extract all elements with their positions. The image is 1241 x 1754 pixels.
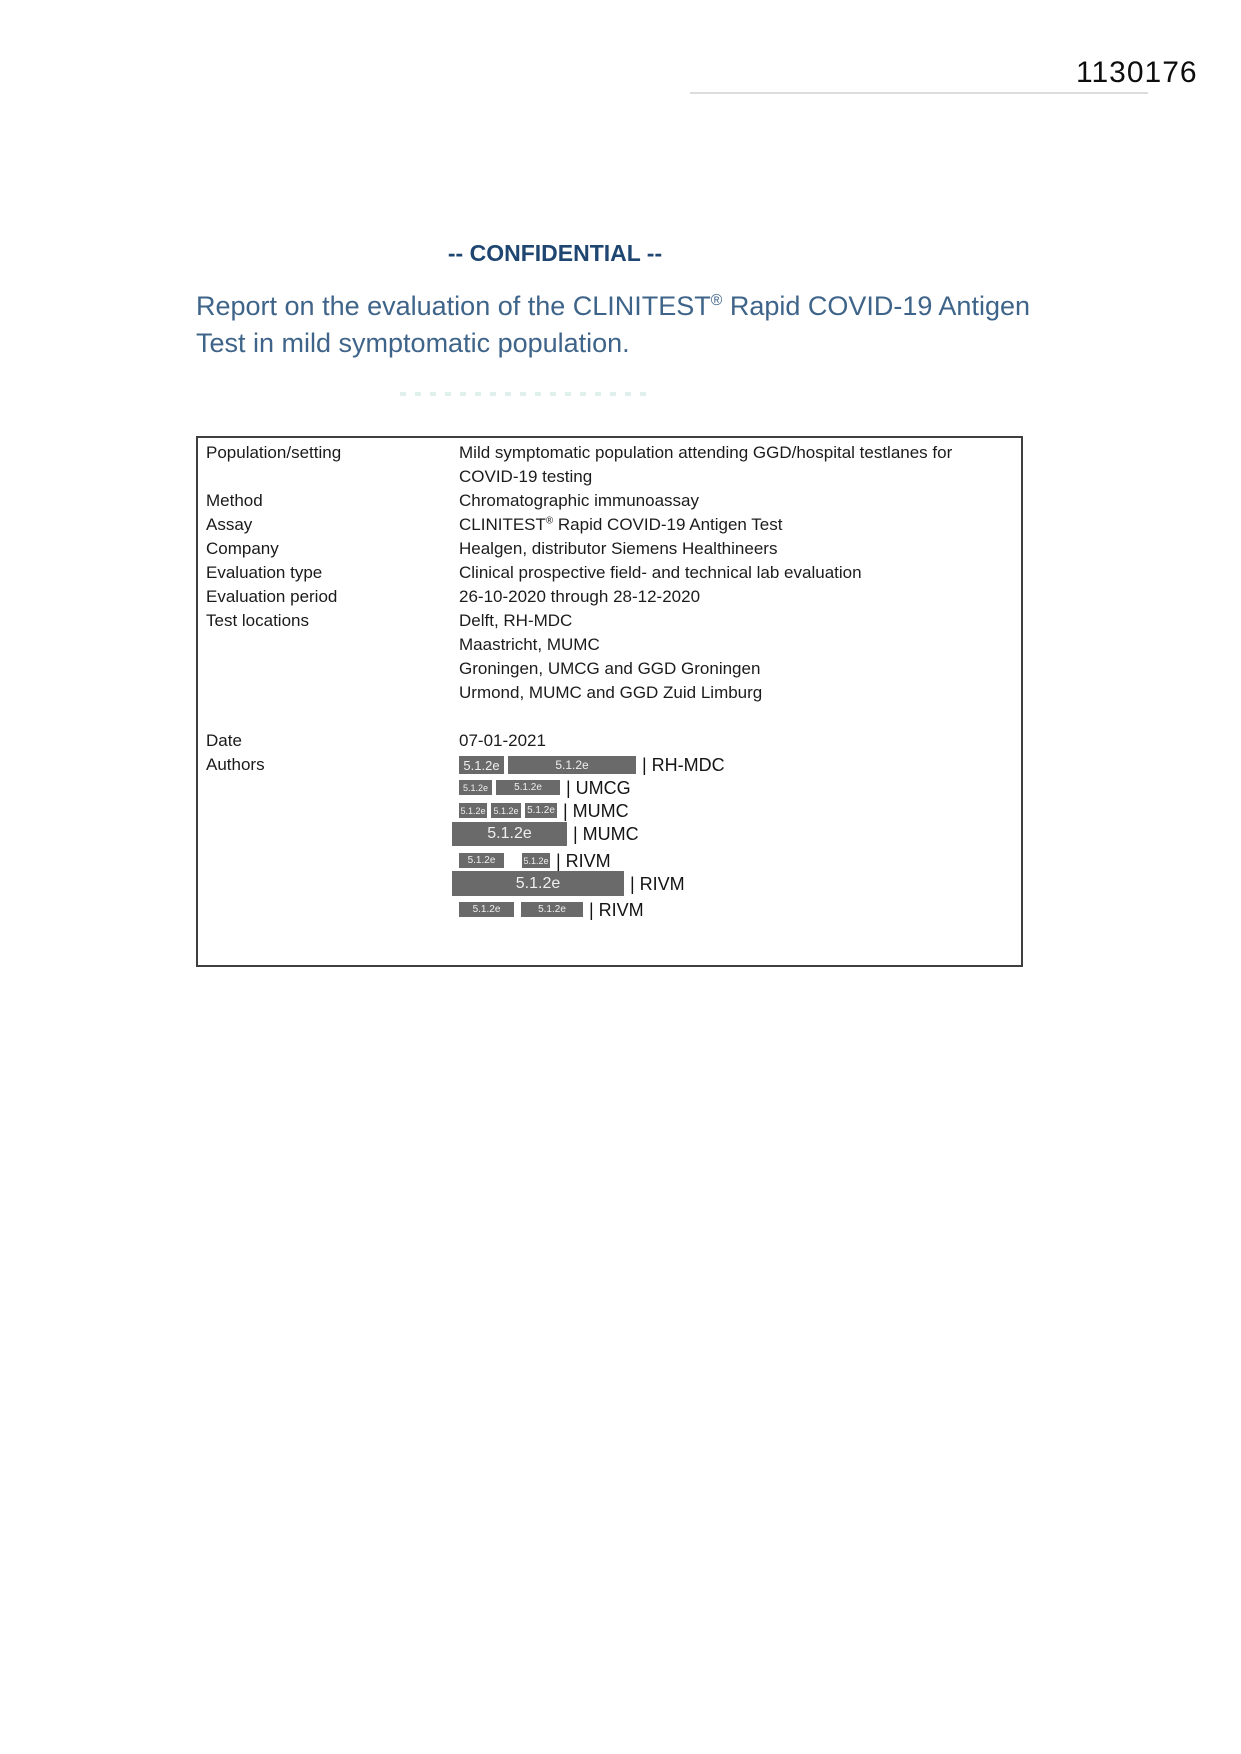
field-value xyxy=(459,513,1013,537)
author-affiliation: | RIVM xyxy=(589,899,644,920)
field-label: Test locations xyxy=(206,611,309,630)
confidential-banner: -- CONFIDENTIAL -- xyxy=(447,240,663,266)
field-value-line: 26-10-2020 through 28-12-2020 xyxy=(459,587,701,606)
field-label: Method xyxy=(206,491,263,510)
field-value-line: 07-01-2021 xyxy=(459,731,546,750)
field-label: Evaluation type xyxy=(206,563,323,582)
authors-value xyxy=(459,753,1013,920)
scan-artifact-speckles xyxy=(400,392,650,396)
title-line: Report on the evaluation of the CLINITEST® Rapid COVID-19 Antigen xyxy=(196,291,1030,321)
field-value-line: Chromatographic immunoassay xyxy=(459,491,699,510)
field-label: Company xyxy=(206,539,279,558)
field-value-line: Clinical prospective field- and technical lab evaluation xyxy=(459,563,862,582)
table-row xyxy=(206,513,1013,537)
redaction-box: 5.1.2e xyxy=(522,853,550,868)
author-row xyxy=(452,871,1013,896)
redaction-box: 5.1.2e xyxy=(496,780,560,795)
author-affiliation: | RH-MDC xyxy=(642,755,725,775)
field-value xyxy=(459,489,1013,513)
redaction-box: 5.1.2e xyxy=(459,780,492,795)
table-row xyxy=(206,609,1013,705)
summary-table xyxy=(196,436,1023,967)
table-row xyxy=(206,441,1013,489)
table-row xyxy=(206,489,1013,513)
redaction-box: 5.1.2e xyxy=(491,803,521,818)
redaction-box: 5.1.2e xyxy=(452,871,624,896)
redaction-box: 5.1.2e xyxy=(459,803,487,818)
author-affiliation: | RIVM xyxy=(630,873,685,894)
field-value-line: CLINITEST® Rapid COVID-19 Antigen Test xyxy=(459,515,783,534)
table-row xyxy=(206,729,1013,753)
redaction-box: 5.1.2e xyxy=(521,902,583,917)
field-label: Date xyxy=(206,731,242,750)
title-line: Test in mild symptomatic population. xyxy=(196,328,630,358)
field-value xyxy=(459,729,1013,753)
report-title xyxy=(196,288,1030,362)
table-row xyxy=(206,561,1013,585)
redaction-box: 5.1.2e xyxy=(525,803,557,818)
field-value xyxy=(459,609,1013,705)
field-value xyxy=(459,537,1013,561)
redaction-box: 5.1.2e xyxy=(452,822,567,846)
field-value-line: Delft, RH-MDC xyxy=(459,611,573,630)
page-number: 1130176 xyxy=(1076,56,1198,89)
summary-table-rows xyxy=(206,441,1013,753)
field-label: Assay xyxy=(206,515,253,534)
author-row xyxy=(459,850,1013,871)
field-label: Evaluation period xyxy=(206,587,338,606)
author-affiliation: | MUMC xyxy=(573,824,639,844)
author-row xyxy=(452,822,1013,846)
redaction-box: 5.1.2e xyxy=(459,853,504,868)
field-value xyxy=(459,561,1013,585)
table-row xyxy=(206,537,1013,561)
field-value xyxy=(459,585,1013,609)
author-row xyxy=(459,756,1013,774)
field-value-line: Maastricht, MUMC xyxy=(459,635,600,654)
field-value xyxy=(459,441,1013,489)
redaction-box: 5.1.2e xyxy=(459,902,514,917)
author-row xyxy=(459,800,1013,821)
field-label: Authors xyxy=(206,755,265,774)
field-label: Population/setting xyxy=(206,443,342,462)
registered-mark: ® xyxy=(545,515,554,527)
author-row xyxy=(459,899,1013,920)
field-value-line: Urmond, MUMC and GGD Zuid Limburg xyxy=(459,683,763,702)
author-row xyxy=(459,777,1013,798)
redaction-box: 5.1.2e xyxy=(459,756,504,774)
field-value-line: Healgen, distributor Siemens Healthineers xyxy=(459,539,778,558)
scan-artifact-line xyxy=(690,92,1148,94)
authors-row xyxy=(206,753,1013,920)
author-affiliation: | MUMC xyxy=(563,800,629,821)
field-value-line: Groningen, UMCG and GGD Groningen xyxy=(459,659,761,678)
field-value-line: Mild symptomatic population attending GGD/hospital testlanes for xyxy=(459,443,953,462)
author-affiliation: | UMCG xyxy=(566,777,631,798)
registered-mark: ® xyxy=(710,292,723,309)
field-value-line: COVID-19 testing xyxy=(459,467,593,486)
author-affiliation: | RIVM xyxy=(556,850,611,871)
table-row xyxy=(206,585,1013,609)
redaction-box: 5.1.2e xyxy=(508,756,636,774)
